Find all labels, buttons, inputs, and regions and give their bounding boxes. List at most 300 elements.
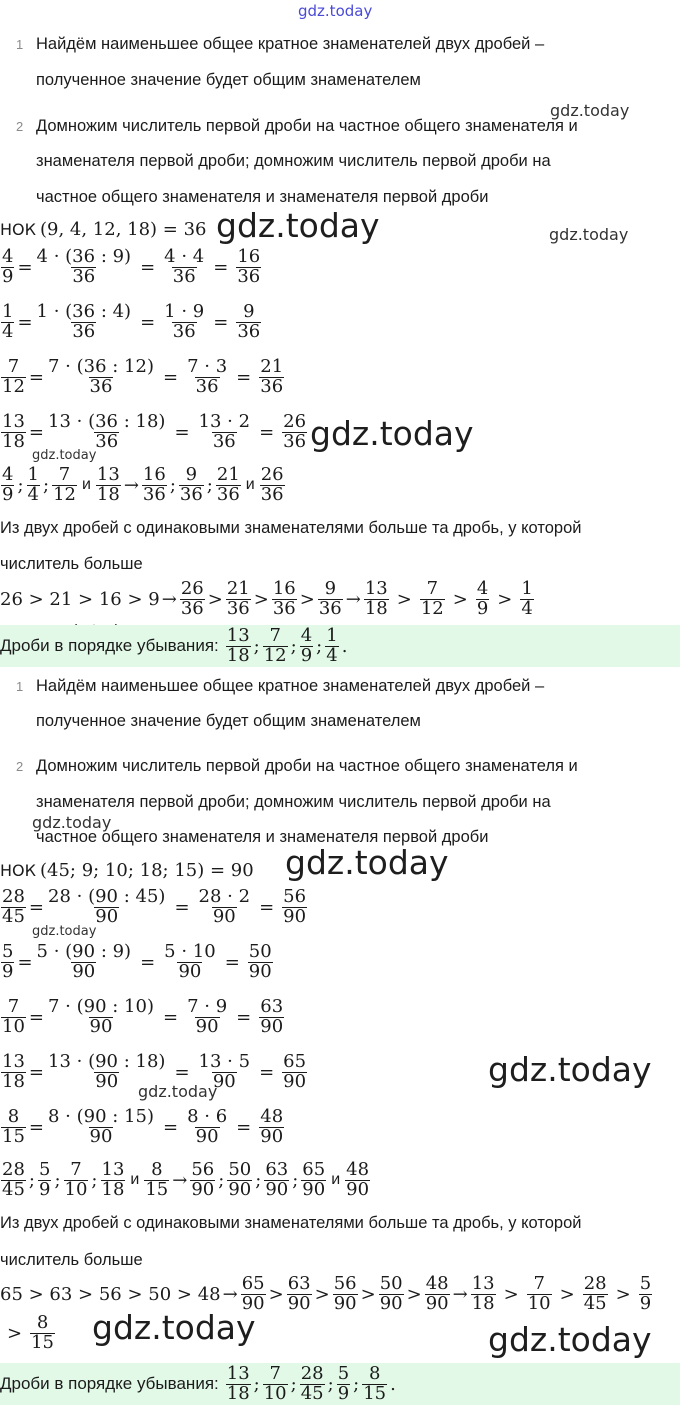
denominator: 18 bbox=[2, 1070, 25, 1092]
fraction bbox=[186, 998, 228, 1037]
numerator: 4 bbox=[2, 464, 14, 485]
watermark: gdz.today bbox=[488, 1320, 652, 1359]
numerator: 13 bbox=[471, 1273, 495, 1294]
numerator: 7 bbox=[7, 356, 20, 377]
denominator: 4 bbox=[2, 320, 14, 342]
fraction bbox=[36, 303, 133, 342]
denominator: 9 bbox=[476, 597, 489, 619]
numerator: 65 bbox=[302, 1159, 326, 1180]
operator: = bbox=[236, 366, 252, 388]
fraction bbox=[47, 1108, 155, 1147]
denominator: 36 bbox=[237, 320, 261, 342]
denominator: 18 bbox=[364, 597, 388, 619]
operator: = bbox=[236, 1116, 252, 1138]
fraction bbox=[300, 1362, 325, 1404]
conversion-row bbox=[0, 303, 262, 342]
operator: ; bbox=[327, 1373, 334, 1395]
numerator: 8 bbox=[368, 1362, 381, 1384]
operator: > bbox=[615, 1283, 631, 1305]
numerator: 13 · 5 bbox=[198, 1051, 251, 1072]
operator: ; bbox=[292, 1169, 299, 1191]
fraction bbox=[362, 1362, 387, 1404]
numerator: 4 bbox=[300, 624, 313, 646]
operator: > bbox=[497, 588, 513, 610]
operator: = bbox=[213, 311, 229, 333]
order-numerators: 65 > 63 > 56 > 50 > 48 bbox=[0, 1283, 221, 1305]
fraction bbox=[1, 943, 14, 982]
fraction bbox=[260, 466, 285, 505]
operator: = bbox=[140, 311, 156, 333]
denominator: 90 bbox=[302, 1178, 326, 1200]
fraction bbox=[527, 1275, 552, 1314]
numerator: 5 · (90 : 9) bbox=[36, 941, 132, 962]
numerator: 7 bbox=[58, 464, 71, 485]
operator: > bbox=[396, 588, 412, 610]
step-text: знаменателя первой дроби; домножим числитель первой дроби на bbox=[36, 793, 551, 811]
denominator: 90 bbox=[260, 1015, 284, 1037]
nok-label: НОК bbox=[0, 220, 36, 239]
numerator: 13 bbox=[364, 578, 388, 599]
denominator: 90 bbox=[333, 1292, 357, 1314]
order-numerators: 26 > 21 > 16 > 9 bbox=[0, 588, 160, 610]
fraction bbox=[1, 1161, 26, 1200]
step-text: знаменателя первой дроби; домножим числитель первой дроби на bbox=[36, 152, 551, 170]
numerator: 5 bbox=[639, 1273, 652, 1294]
watermark: gdz.today bbox=[32, 448, 97, 463]
denominator: 18 bbox=[471, 1292, 495, 1314]
fraction bbox=[47, 1053, 166, 1092]
numerator: 13 bbox=[226, 624, 250, 646]
fraction bbox=[30, 1311, 55, 1353]
operator: = bbox=[17, 951, 33, 973]
numerator: 1 bbox=[521, 578, 533, 599]
rule-text: числитель больше bbox=[0, 555, 143, 573]
denominator: 90 bbox=[379, 1292, 403, 1314]
fraction bbox=[333, 1275, 358, 1314]
operator: = bbox=[174, 421, 190, 443]
answer-fractions bbox=[225, 624, 350, 666]
operator: ; bbox=[28, 1169, 35, 1191]
operator: = bbox=[174, 1061, 190, 1083]
denominator: 15 bbox=[363, 1382, 387, 1404]
fraction bbox=[1, 1108, 26, 1147]
numerator: 63 bbox=[260, 996, 284, 1017]
operator: ; bbox=[290, 635, 297, 657]
denominator: 10 bbox=[527, 1292, 551, 1314]
numerator: 16 bbox=[237, 246, 261, 267]
denominator: 36 bbox=[318, 597, 342, 619]
denominator: 45 bbox=[2, 1178, 25, 1200]
operator: = bbox=[259, 896, 275, 918]
fraction bbox=[364, 580, 389, 619]
nok-expression: (9, 4, 12, 18) = 36 bbox=[39, 219, 207, 240]
operator: > bbox=[406, 1283, 422, 1305]
step-text: Найдём наименьшее общее кратное знаменателей двух дробей – bbox=[36, 677, 545, 695]
denominator: 12 bbox=[2, 375, 25, 397]
denominator: 9 bbox=[2, 265, 14, 287]
denominator: 90 bbox=[95, 1070, 119, 1092]
fraction bbox=[1, 998, 26, 1037]
order-row bbox=[0, 580, 535, 619]
rule-text: Из двух дробей с одинаковыми знаменателями больше та дробь, у которой bbox=[0, 519, 582, 537]
denominator: 90 bbox=[195, 1125, 219, 1147]
operator: → bbox=[161, 588, 177, 610]
numerator: 21 bbox=[216, 464, 240, 485]
fraction bbox=[1, 248, 14, 287]
numerator: 9 bbox=[185, 464, 198, 485]
conversion-row bbox=[0, 943, 274, 982]
watermark: gdz.today bbox=[488, 1050, 652, 1089]
denominator: 18 bbox=[96, 483, 120, 505]
operator: > bbox=[503, 1283, 519, 1305]
rule-text: Из двух дробей с одинаковыми знаменателями больше та дробь, у которой bbox=[0, 1214, 582, 1232]
step-text: Домножим числитель первой дроби на частное общего знаменателя и bbox=[36, 757, 578, 775]
denominator: 90 bbox=[195, 1015, 219, 1037]
numerator: 65 bbox=[241, 1273, 265, 1294]
denominator: 90 bbox=[178, 960, 202, 982]
operator: = bbox=[259, 1061, 275, 1083]
fraction bbox=[282, 888, 307, 927]
watermark: gdz.today bbox=[32, 924, 97, 939]
denominator: 18 bbox=[2, 430, 25, 452]
operator: = bbox=[28, 896, 44, 918]
and-word: и bbox=[81, 476, 91, 494]
denominator: 36 bbox=[260, 375, 284, 397]
answer-fractions bbox=[225, 1362, 398, 1404]
operator: ; bbox=[353, 1373, 360, 1395]
numerator: 16 bbox=[142, 464, 166, 485]
watermark: gdz.today bbox=[550, 101, 630, 120]
denominator: 90 bbox=[283, 1070, 307, 1092]
numerator: 7 bbox=[70, 1159, 82, 1180]
operator: ; bbox=[253, 1373, 260, 1395]
fraction bbox=[144, 1161, 169, 1200]
denominator: 4 bbox=[326, 644, 338, 666]
fraction bbox=[301, 1161, 326, 1200]
fraction bbox=[639, 1275, 652, 1314]
and-word: и bbox=[245, 476, 255, 494]
operator: = bbox=[17, 311, 33, 333]
fraction bbox=[282, 413, 307, 452]
watermark: gdz.today bbox=[216, 206, 380, 245]
numerator: 5 bbox=[2, 941, 14, 962]
fraction bbox=[236, 248, 261, 287]
fraction bbox=[226, 580, 251, 619]
conversion-row bbox=[0, 248, 262, 287]
denominator: 36 bbox=[237, 265, 261, 287]
denominator: 36 bbox=[216, 483, 240, 505]
denominator: 4 bbox=[27, 483, 39, 505]
fraction bbox=[47, 358, 155, 397]
denominator: 9 bbox=[2, 483, 14, 505]
denominator: 45 bbox=[300, 1382, 324, 1404]
denominator: 18 bbox=[226, 1382, 250, 1404]
fraction bbox=[282, 1053, 307, 1092]
fraction bbox=[47, 998, 155, 1037]
rule-text: числитель больше bbox=[0, 1251, 143, 1269]
fraction bbox=[420, 580, 445, 619]
numerator: 7 · 9 bbox=[187, 996, 228, 1017]
fraction bbox=[101, 1161, 126, 1200]
operator: > bbox=[360, 1283, 376, 1305]
denominator: 90 bbox=[228, 1178, 252, 1200]
operator: > bbox=[207, 588, 223, 610]
operator: > bbox=[314, 1283, 330, 1305]
fraction bbox=[471, 1275, 496, 1314]
operator: ; bbox=[316, 635, 323, 657]
conversion-row bbox=[0, 998, 285, 1037]
denominator: 9 bbox=[2, 960, 14, 982]
numerator: 28 · 2 bbox=[198, 886, 251, 907]
numerator: 56 bbox=[283, 886, 307, 907]
operator: > bbox=[253, 588, 269, 610]
fraction bbox=[38, 1161, 51, 1200]
numerator: 1 · (36 : 4) bbox=[36, 301, 132, 322]
numerator: 50 bbox=[228, 1159, 252, 1180]
fraction bbox=[241, 1275, 266, 1314]
fraction bbox=[36, 943, 133, 982]
operator: ; bbox=[290, 1373, 297, 1395]
denominator: 90 bbox=[95, 905, 119, 927]
numerator: 9 bbox=[243, 301, 255, 322]
fraction bbox=[1, 466, 14, 505]
numerator: 48 bbox=[425, 1273, 449, 1294]
denominator: 15 bbox=[2, 1125, 25, 1147]
step-number: 2 bbox=[16, 119, 24, 134]
fraction bbox=[142, 466, 167, 505]
numerator: 8 bbox=[151, 1159, 163, 1180]
answer-label: Дроби в порядке убывания: bbox=[0, 1374, 219, 1393]
denominator: 36 bbox=[89, 375, 113, 397]
operator: ; bbox=[42, 474, 50, 496]
answer-row bbox=[0, 1363, 680, 1405]
numerator: 7 · (36 : 12) bbox=[48, 356, 154, 377]
numerator: 21 bbox=[226, 578, 250, 599]
operator: > bbox=[7, 1322, 23, 1344]
numerator: 50 bbox=[379, 1273, 403, 1294]
numerator: 26 bbox=[260, 464, 284, 485]
denominator: 36 bbox=[72, 265, 96, 287]
numerator: 56 bbox=[333, 1273, 357, 1294]
conversion-row bbox=[0, 1108, 285, 1147]
denominator: 90 bbox=[212, 905, 236, 927]
denominator: 36 bbox=[142, 483, 166, 505]
numerator: 13 bbox=[96, 464, 120, 485]
numerator: 7 bbox=[269, 624, 281, 646]
fraction bbox=[216, 466, 241, 505]
denominator: 18 bbox=[226, 644, 250, 666]
numerator: 1 · 9 bbox=[164, 301, 205, 322]
fraction bbox=[186, 1108, 228, 1147]
denominator: 90 bbox=[248, 960, 272, 982]
numerator: 4 bbox=[476, 578, 489, 599]
denominator: 90 bbox=[72, 960, 96, 982]
operator: = bbox=[162, 1006, 179, 1028]
fraction bbox=[583, 1275, 608, 1314]
numerator: 1 bbox=[2, 301, 14, 322]
fraction bbox=[1, 888, 26, 927]
denominator: 36 bbox=[72, 320, 96, 342]
watermark: gdz.today bbox=[285, 843, 449, 882]
operator: = bbox=[236, 1006, 252, 1028]
denominator: 12 bbox=[53, 483, 76, 505]
operator: = bbox=[162, 1116, 179, 1138]
fraction bbox=[1, 413, 26, 452]
numerator: 7 bbox=[7, 996, 20, 1017]
and-word: и bbox=[331, 1171, 341, 1189]
nok-expression: (45; 9; 10; 18; 15) = 90 bbox=[39, 860, 254, 881]
denominator: 90 bbox=[89, 1125, 113, 1147]
fraction bbox=[190, 1161, 215, 1200]
operator: ; bbox=[206, 474, 213, 496]
fraction bbox=[186, 358, 228, 397]
numerator: 28 · (90 : 45) bbox=[48, 886, 166, 907]
numerator: 65 bbox=[283, 1051, 307, 1072]
numerator: 28 bbox=[2, 1159, 25, 1180]
operator: > bbox=[268, 1283, 284, 1305]
watermark: gdz.today bbox=[310, 414, 474, 453]
operator: = bbox=[140, 951, 156, 973]
numerator: 4 · 4 bbox=[164, 246, 205, 267]
denominator: 36 bbox=[180, 597, 204, 619]
fraction bbox=[259, 998, 284, 1037]
fraction bbox=[264, 1161, 289, 1200]
operator: = bbox=[28, 1061, 44, 1083]
fraction bbox=[96, 466, 121, 505]
fraction bbox=[263, 624, 288, 666]
numerator: 28 bbox=[583, 1273, 607, 1294]
denominator: 36 bbox=[172, 320, 196, 342]
step-text: Найдём наименьшее общее кратное знаменателей двух дробей – bbox=[36, 35, 545, 53]
operator: → bbox=[172, 1169, 188, 1191]
fraction bbox=[337, 1362, 350, 1404]
step-text: полученное значение будет общим знаменателем bbox=[36, 71, 421, 89]
nok-label: НОК bbox=[0, 861, 36, 880]
operator: → bbox=[222, 1283, 238, 1305]
fraction bbox=[300, 624, 313, 666]
operator: > bbox=[559, 1283, 575, 1305]
fraction bbox=[325, 624, 338, 666]
denominator: 36 bbox=[283, 430, 307, 452]
denominator: 36 bbox=[226, 597, 250, 619]
fraction bbox=[263, 1362, 288, 1404]
operator: → bbox=[452, 1283, 468, 1305]
watermark-top: gdz.today bbox=[298, 2, 373, 20]
numerator: 28 bbox=[2, 886, 25, 907]
conversion-row bbox=[0, 358, 285, 397]
operator: = bbox=[174, 896, 190, 918]
numerator: 13 bbox=[101, 1159, 125, 1180]
operator: ; bbox=[54, 1169, 61, 1191]
operator: = bbox=[259, 421, 275, 443]
answer-label: Дроби в порядке убывания: bbox=[0, 636, 219, 655]
denominator: 4 bbox=[521, 597, 533, 619]
numerator: 5 bbox=[38, 1159, 51, 1180]
watermark: gdz.today bbox=[549, 225, 629, 244]
numerator: 16 bbox=[272, 578, 296, 599]
numerator: 7 bbox=[426, 578, 439, 599]
fraction bbox=[520, 580, 533, 619]
step-number: 1 bbox=[16, 679, 24, 694]
step-text: частное общего знаменателя и знаменателя первой дроби bbox=[36, 188, 489, 206]
numerator: 13 bbox=[226, 1362, 250, 1384]
fraction bbox=[345, 1161, 370, 1200]
denominator: 90 bbox=[89, 1015, 113, 1037]
denominator: 9 bbox=[337, 1382, 350, 1404]
fraction bbox=[198, 888, 252, 927]
summary-row bbox=[0, 466, 286, 505]
operator: = bbox=[28, 421, 44, 443]
numerator: 8 bbox=[7, 1106, 20, 1127]
operator: = bbox=[140, 256, 156, 278]
operator: ; bbox=[218, 1169, 225, 1191]
conversion-row bbox=[0, 413, 308, 452]
numerator: 7 bbox=[533, 1273, 545, 1294]
numerator: 5 · 10 bbox=[164, 941, 216, 962]
numerator: 5 bbox=[337, 1362, 350, 1384]
fraction bbox=[47, 413, 166, 452]
fraction bbox=[379, 1275, 404, 1314]
numerator: 4 · (36 : 9) bbox=[36, 246, 132, 267]
fraction bbox=[47, 888, 166, 927]
numerator: 63 bbox=[265, 1159, 289, 1180]
denominator: 36 bbox=[195, 375, 219, 397]
denominator: 15 bbox=[145, 1178, 169, 1200]
numerator: 28 bbox=[300, 1362, 324, 1384]
fraction bbox=[198, 413, 252, 452]
operator: ; bbox=[91, 1169, 98, 1191]
denominator: 90 bbox=[241, 1292, 265, 1314]
operator: ; bbox=[253, 635, 260, 657]
step-number: 2 bbox=[16, 759, 24, 774]
denominator: 45 bbox=[2, 905, 25, 927]
fraction bbox=[248, 943, 273, 982]
denominator: 15 bbox=[31, 1331, 54, 1353]
denominator: 10 bbox=[263, 1382, 287, 1404]
watermark: gdz.today bbox=[32, 813, 112, 832]
step-text: частное общего знаменателя и знаменателя первой дроби bbox=[36, 828, 489, 846]
operator: = bbox=[28, 1116, 44, 1138]
numerator: 13 bbox=[2, 411, 25, 432]
numerator: 13 · (90 : 18) bbox=[48, 1051, 166, 1072]
denominator: 90 bbox=[260, 1125, 284, 1147]
denominator: 12 bbox=[420, 597, 444, 619]
operator: . bbox=[390, 1373, 396, 1395]
numerator: 56 bbox=[191, 1159, 215, 1180]
numerator: 26 bbox=[180, 578, 204, 599]
numerator: 8 · 6 bbox=[187, 1106, 228, 1127]
denominator: 45 bbox=[583, 1292, 607, 1314]
fraction bbox=[236, 303, 261, 342]
fraction bbox=[27, 466, 40, 505]
numerator: 1 bbox=[326, 624, 338, 646]
step-number: 1 bbox=[16, 37, 24, 52]
watermark: gdz.today bbox=[92, 1308, 256, 1347]
denominator: 90 bbox=[287, 1292, 311, 1314]
fraction bbox=[180, 580, 205, 619]
denominator: 36 bbox=[172, 265, 196, 287]
operator: = bbox=[28, 1006, 44, 1028]
fraction bbox=[163, 303, 205, 342]
operator: ; bbox=[17, 474, 24, 496]
denominator: 90 bbox=[283, 905, 307, 927]
denominator: 90 bbox=[191, 1178, 215, 1200]
fraction bbox=[163, 248, 205, 287]
numerator: 13 · 2 bbox=[198, 411, 251, 432]
numerator: 50 bbox=[248, 941, 272, 962]
fraction bbox=[272, 580, 297, 619]
numerator: 1 bbox=[27, 464, 39, 485]
